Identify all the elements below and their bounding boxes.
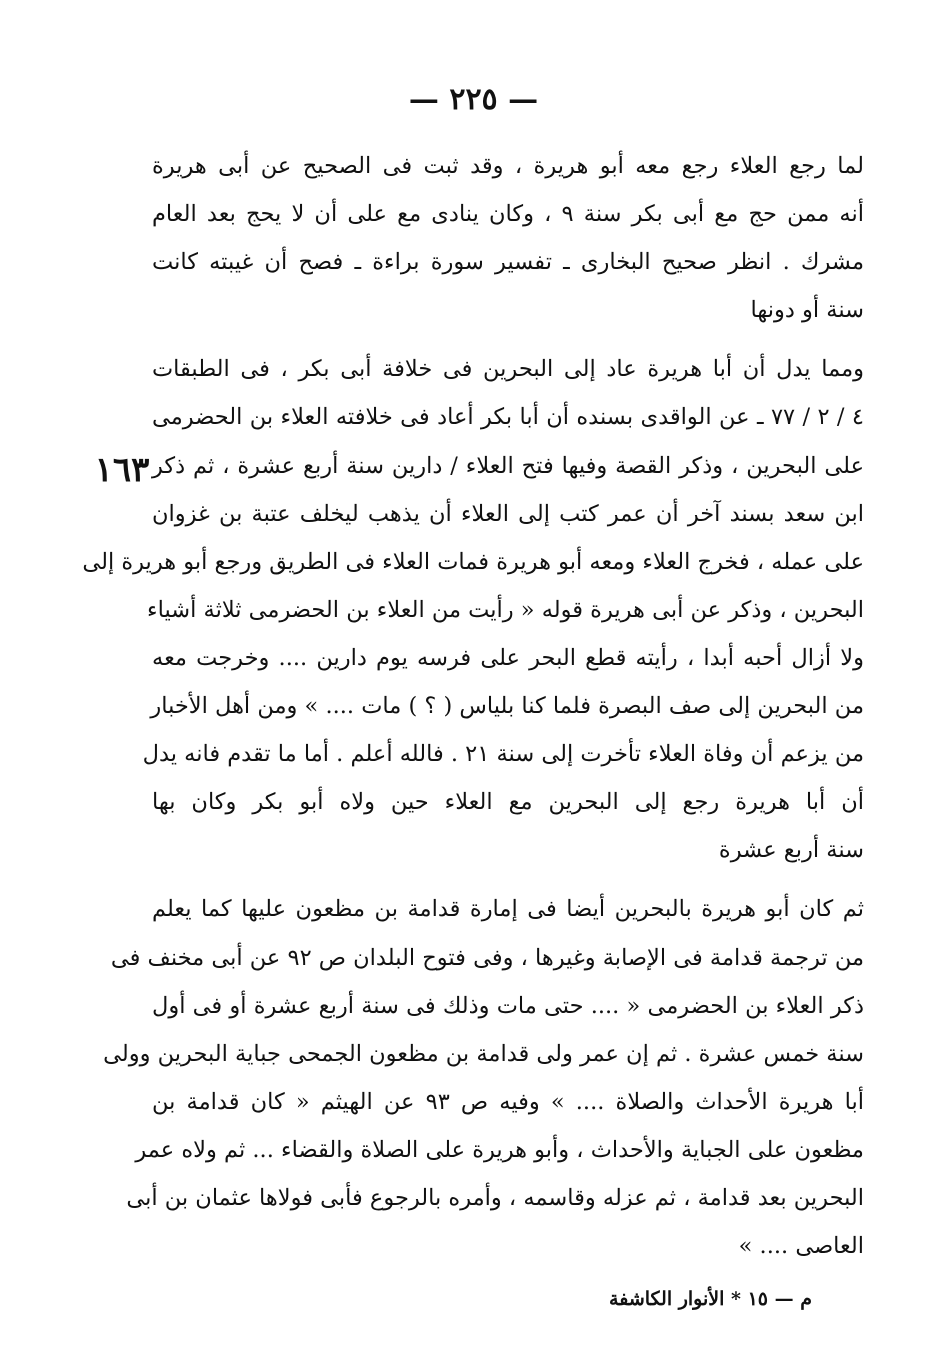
margin-page-number: ١٦٣	[94, 450, 150, 490]
text-line: على البحرين ، وذكر القصة وفيها فتح العلاء / دارين سنة أربع عشرة ، ثم ذكر	[152, 452, 864, 479]
text-line: أن أبا هريرة رجع إلى البحرين مع العلاء حين ولاه أبو بكر وكان بها	[152, 789, 864, 816]
text-line: أبا هريرة الأحداث والصلاة .... » وفيه ص ٩٣ عن الهيثم « كان قدامة بن	[152, 1088, 864, 1115]
text-line: ولا أزال أحبه أبدا ، رأيته قطع البحر على فرسه يوم دارين .... وخرجت معه	[152, 644, 864, 671]
text-line: ثم كان أبو هريرة بالبحرين أيضا فى إمارة قدامة بن مظعون عليها كما يعلم	[152, 896, 864, 923]
text-line: ذكر العلاء بن الحضرمى « .... حتى مات وذلك فى سنة أربع عشرة أو فى أول	[152, 992, 864, 1019]
text-line: العاصى .... »	[738, 1233, 864, 1260]
text-line: البحرين بعد قدامة ، ثم عزله وقاسمه ، وأمره بالرجوع فأبى فولاها عثمان بن أبى	[126, 1184, 864, 1211]
text-line: لما رجع العلاء رجع معه أبو هريرة ، وقد ثبت فى الصحيح عن أبى هريرة	[152, 153, 864, 179]
text-line: أنه ممن حج مع أبى بكر سنة ٩ ، وكان ينادى مع على أن لا يحج بعد العام	[152, 201, 864, 228]
text-line: مشرك . انظر صحيح البخارى ـ تفسير سورة براءة ـ فصح أن غيبته كانت	[152, 249, 864, 276]
text-line: سنة أو دونها	[750, 297, 864, 324]
text-line: ومما يدل أن أبا هريرة عاد إلى البحرين فى خلافة أبى بكر ، فى الطبقات	[152, 356, 864, 383]
text-line: ٤ / ٢ / ٧٧ ـ عن الواقدى بسنده أن أبا بكر أعاد فى خلافته العلاء بن الحضرمى	[152, 404, 864, 431]
text-line: سنة أربع عشرة	[718, 837, 864, 864]
text-line: ابن سعد بسند آخر أن عمر كتب إلى العلاء أن يذهب ليخلف عتبة بن غزوان	[152, 500, 864, 527]
text-line: مظعون على الجباية والأحداث ، وأبو هريرة على الصلاة والقضاء ... ثم ولاه عمر	[135, 1136, 864, 1163]
footer-signature: م — ١٥ * الأنوار الكاشفة	[609, 1288, 812, 1310]
text-line: سنة خمس عشرة . ثم إن عمر ولى قدامة بن مظعون الجمحى جباية البحرين وولى	[103, 1040, 864, 1067]
text-line: من البحرين إلى صف البصرة فلما كنا بلياس ( ؟ ) مات .... » ومن أهل الأخبار	[150, 693, 864, 720]
text-line: على عمله ، فخرج العلاء ومعه أبو هريرة فمات العلاء فى الطريق ورجع أبو هريرة إلى	[82, 548, 864, 575]
text-line: من ترجمة قدامة فى الإصابة وغيرها ، وفى فتوح البلدان ص ٩٢ عن أبى مخنف فى	[110, 944, 864, 971]
page-number: — ٢٢٥ —	[408, 82, 539, 117]
text-line: من يزعم أن وفاة العلاء تأخرت إلى سنة ٢١ . فالله أعلم . أما ما تقدم فانه يدل	[142, 741, 864, 768]
text-line: البحرين ، وذكر عن أبى هريرة قوله « رأيت من العلاء بن الحضرمى ثلاثة أشياء	[147, 596, 864, 623]
